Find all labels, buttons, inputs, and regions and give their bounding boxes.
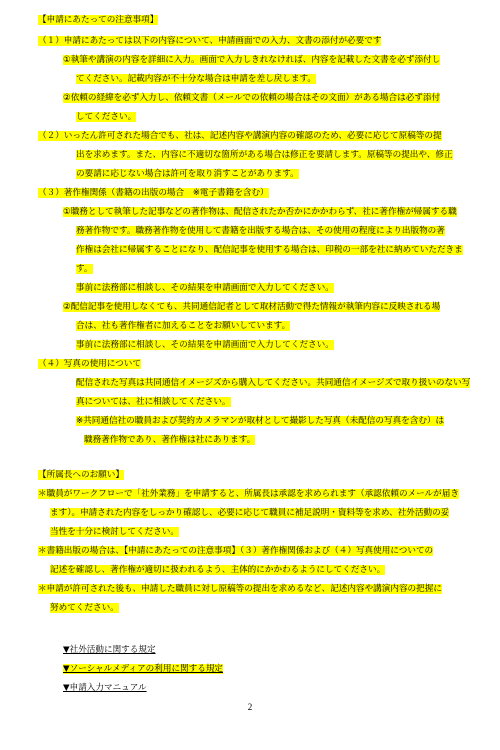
paragraph-line: てください。記載内容が不十分な場合は申請を差し戻します。 (76, 74, 316, 84)
paragraph-line: ①執筆や講演の内容を詳細に入力。画面で入力しきれなければ、内容を記載した文書を必ず添付し (63, 55, 441, 65)
link-outside-activity-rules[interactable]: ▼社外活動に関する規定 (63, 645, 156, 655)
paragraph-line: （３）著作権関係（書籍の出版の場合 ※電子書籍を含む） (38, 188, 269, 198)
paragraph-line: （１）申請にあたっては以下の内容について、申請画面での入力、文書の添付が必要です (38, 36, 382, 46)
paragraph-line: ＊書籍出版の場合は、【申請にあたっての注意事項】（３）著作権関係および（４）写真使用についての (38, 546, 434, 556)
paragraph-line: 記述を確認し、著作権が適切に扱われるよう、主体的にかかわるようにしてください。 (50, 565, 386, 575)
paragraph-line: 合は、社も著作権者に加えることをお願いしています。 (76, 321, 291, 331)
paragraph-line: の要請に応じない場合は許可を取り消すことがあります。 (76, 169, 299, 179)
paragraph-line: ①職務として執筆した記事などの著作物は、配信されたか否かにかかわらず、社に著作権が帰属する職 (63, 207, 457, 217)
paragraph-line: 職務著作物であり、著作権は社にあります。 (84, 435, 256, 445)
paragraph-line: 配信された写真は共同通信イメージズから購入してください。共同通信イメージズで取り扱いのない写 (76, 378, 471, 388)
link-social-media-rules[interactable]: ▼ソーシャルメディアの利用に関する規定 (63, 664, 224, 674)
paragraph-line: ※共同通信社の職員および契約カメラマンが取材として撮影した写真（未配信の写真を含む）は (76, 416, 445, 426)
paragraph-line: 努めてください。 (50, 603, 119, 613)
paragraph-line: ＊申請が許可された後も、申請した職員に対し原稿等の提出を求めるなど、記述内容や講演内容の把握に (38, 584, 442, 594)
paragraph-line: 真については、社に相談してください。 (76, 397, 231, 407)
paragraph-line: 事前に法務部に相談し、その結果を申請画面で入力してください。 (76, 340, 334, 350)
section-heading: 【所属長へのお願い】 (38, 470, 124, 480)
paragraph-line: （４）写真の使用について (38, 359, 141, 369)
paragraph-line: 事前に法務部に相談し、その結果を申請画面で入力してください。 (76, 283, 334, 293)
paragraph-line: ＊職員がワークフローで「社外業務」を申請すると、所属長は承認を求められます（承認依頼のメールが届き (38, 489, 459, 499)
paragraph-line: ②配信記事を使用しなくても、共同通信記者として取材活動で得た情報が執筆内容に反映される場 (63, 302, 441, 312)
paragraph-line: してください。 (76, 112, 137, 122)
section-heading: 【申請にあたっての注意事項】 (38, 15, 159, 25)
page-number: 2 (247, 702, 253, 712)
paragraph-line: 作権は会社に帰属することになり、配信記事を使用する場合は、印税の一部を社に納めていただきま (76, 245, 463, 255)
link-application-manual[interactable]: ▼申請入力マニュアル (63, 683, 147, 693)
paragraph-line: ②依頼の経緯を必ず入力し、依頼文書（メールでの依頼の場合はその文面）がある場合は必ず添付 (63, 93, 441, 103)
paragraph-line: す。 (76, 264, 93, 274)
paragraph-line: 当性を十分に検討してください。 (50, 527, 179, 537)
paragraph-line: ます）。申請された内容をしっかり確認し、必要に応じて職員に補足説明・資料等を求め、社外活動の妥 (50, 508, 450, 518)
paragraph-line: 出を求めます。また、内容に不適切な箇所がある場合は修正を要請します。原稿等の提出や、修正 (76, 150, 453, 160)
paragraph-line: （２）いったん許可された場合でも、社は、記述内容や講演内容の確認のため、必要に応じて原稿等の提 (38, 131, 442, 141)
paragraph-line: 務著作物です。職務著作物を使用して書籍を出版する場合は、その使用の程度により出版物の著 (76, 226, 445, 236)
